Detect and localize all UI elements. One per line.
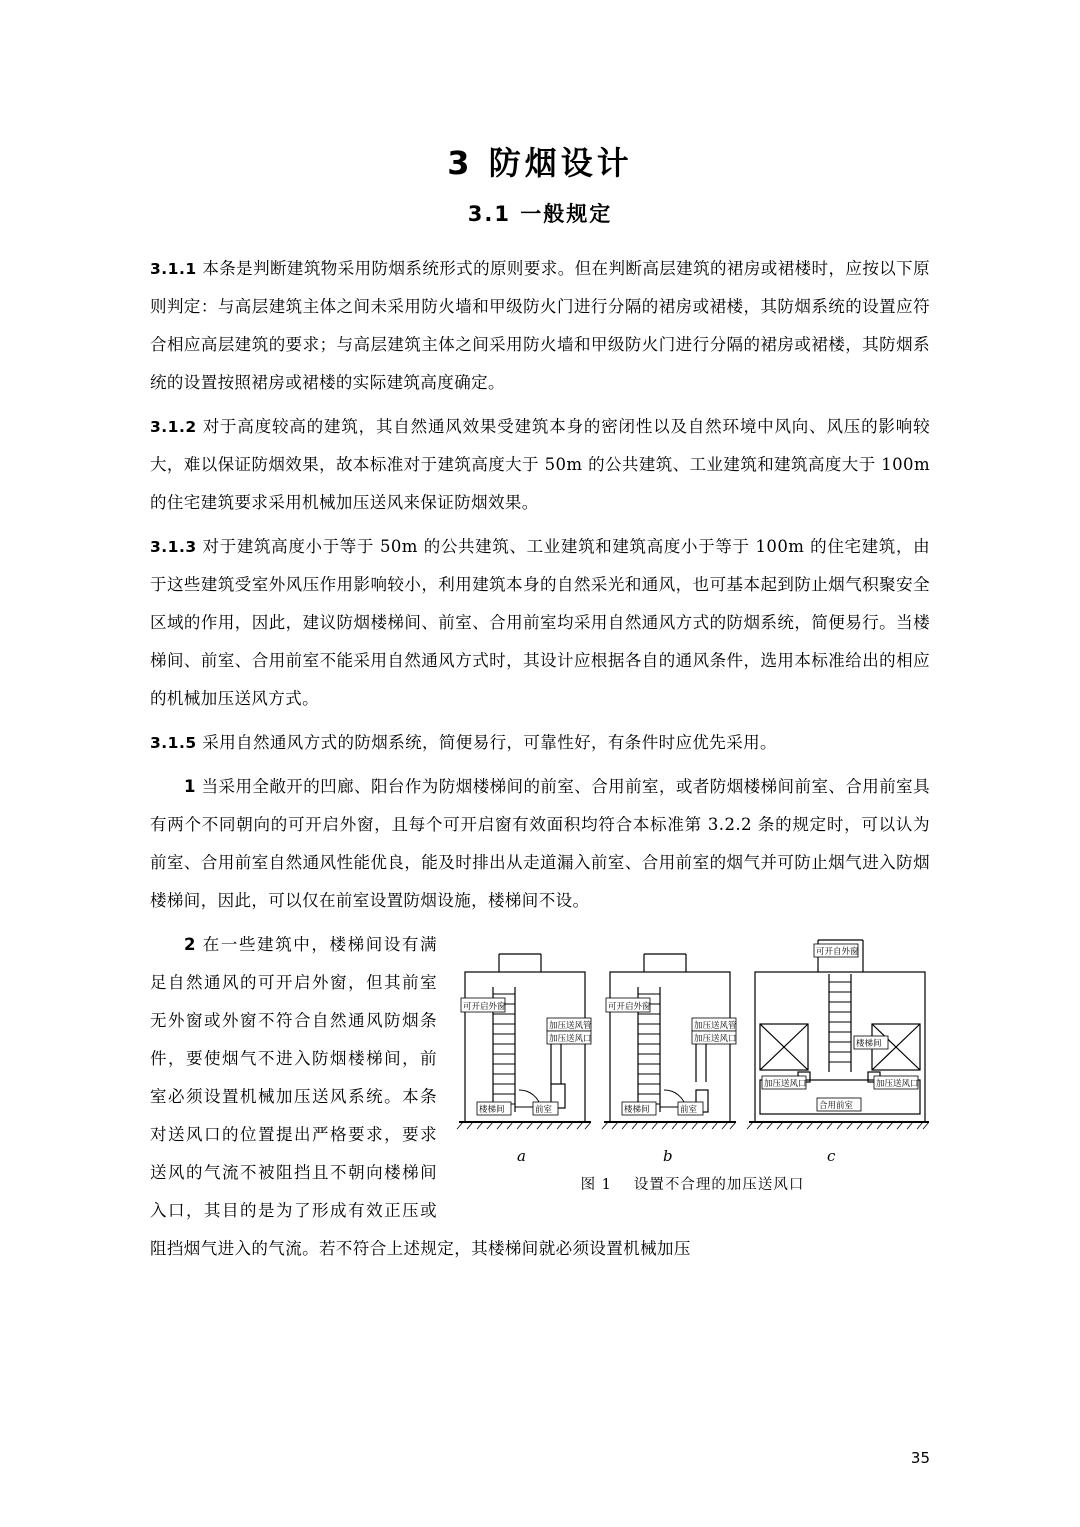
figure-sublabel-b: b [663,1147,673,1165]
label-pressure-fan-c-left: 加压送风口 [764,1079,807,1089]
item-text: 在一些建筑中，楼梯间设有满足自然通风的可开启外窗，但其前室无外窗或外窗不符合自然通风防烟条件，要使烟气不进入防烟楼梯间，前室必须设置机械加压送风系统。本条对送风口的位置提出严格要求，要求送风的气流不被阻挡且不朝向楼梯间入口，其目的是为了形成有效正压或阻挡烟气进入的气流。若不符合上述规定，其楼梯间就必须设置机械加压 [150,935,691,1258]
figure-caption [455,1173,930,1194]
label-pressure-fan-a: 加压送风口 [549,1034,592,1044]
figure-sublabel-a: a [517,1147,526,1165]
figure-caption-text: 设置不合理的加压送风口 [633,1177,805,1193]
item-number: 2 [184,935,196,954]
label-pressure-fan-c-right: 加压送风口 [876,1079,919,1089]
clause-number: 3.1.1 [150,260,197,278]
clause-3-1-5 [150,724,930,762]
figure-caption-label: 图 1 [580,1177,612,1193]
numbered-item-1 [150,768,930,920]
label-openable-window-c: 可开自外窗 [816,947,859,957]
label-stairwell-b: 楼梯间 [624,1105,650,1115]
clause-3-1-3 [150,528,930,718]
clause-3-1-2 [150,408,930,522]
clause-3-1-1 [150,250,930,402]
clause-number: 3.1.2 [150,418,197,436]
clause-text: 对于高度较高的建筑，其自然通风效果受建筑本身的密闭性以及自然环境中风向、风压的影响较大，难以保证防烟效果，故本标准对于建筑高度大于 50m 的公共建筑、工业建筑和建筑高度大于 100m 的住宅建筑要求采用机械加压送风来保证防烟效果。 [150,417,930,512]
clause-text: 本条是判断建筑物采用防烟系统形式的原则要求。但在判断高层建筑的裙房或裙楼时，应按以下原则判定：与高层建筑主体之间未采用防火墙和甲级防火门进行分隔的裙房或裙楼，其防烟系统的设置应符合相应高层建筑的要求；与高层建筑主体之间采用防火墙和甲级防火门进行分隔的裙房或裙楼，其防烟系统的设置按照裙房或裙楼的实际建筑高度确定。 [150,259,930,392]
figure-1 [455,932,930,1194]
clause-text: 对于建筑高度小于等于 50m 的公共建筑、工业建筑和建筑高度小于等于 100m 的住宅建筑，由于这些建筑受室外风压作用影响较小，利用建筑本身的自然采光和通风，也可基本起到防止烟气积聚安全区域的作用，因此，建议防烟楼梯间、前室、合用前室均采用自然通风方式的防烟系统，简便易行。当楼梯间、前室、合用前室不能采用自然通风方式时，其设计应根据各自的通风条件，选用本标准给出的相应的机械加压送风方式。 [150,537,930,708]
page-title: 3 防烟设计 [447,144,633,182]
label-stairwell-c: 楼梯间 [856,1039,882,1049]
label-openable-window-a: 可开启外窗 [463,1002,506,1012]
item-number: 1 [184,777,196,796]
clause-number: 3.1.3 [150,538,197,556]
label-pressure-duct-b: 加压送风管 [694,1021,737,1031]
label-front-room-a: 前室 [535,1105,553,1115]
label-front-room-b: 前室 [680,1105,698,1115]
clause-number: 3.1.5 [150,734,197,752]
label-stairwell-a: 楼梯间 [479,1105,505,1115]
clause-text: 采用自然通风方式的防烟系统，简便易行，可靠性好，有条件时应优先采用。 [202,733,777,752]
label-pressure-duct-a: 加压送风管 [549,1021,592,1031]
figure-sublabel-c: c [827,1147,836,1165]
section-title: 3.1 一般规定 [467,202,613,226]
label-shared-front-room-c: 合用前室 [819,1101,854,1111]
figure-sublabels [455,1147,930,1167]
label-pressure-fan-b: 加压送风口 [694,1034,737,1044]
figure-1-image [455,932,930,1147]
page-number: 35 [910,1449,930,1467]
item-text: 当采用全敞开的凹廊、阳台作为防烟楼梯间的前室、合用前室，或者防烟楼梯间前室、合用前室具有两个不同朝向的可开启外窗，且每个可开启窗有效面积均符合本标准第 3.2.2 条的规定时，可以认为前室、合用前室自然通风性能优良，能及时排出从走道漏入前室、合用前室的烟气并可防止烟气进入防烟楼梯间，因此，可以仅在前室设置防烟设施，楼梯间不设。 [150,777,930,910]
label-openable-window-b: 可开启外窗 [608,1002,651,1012]
